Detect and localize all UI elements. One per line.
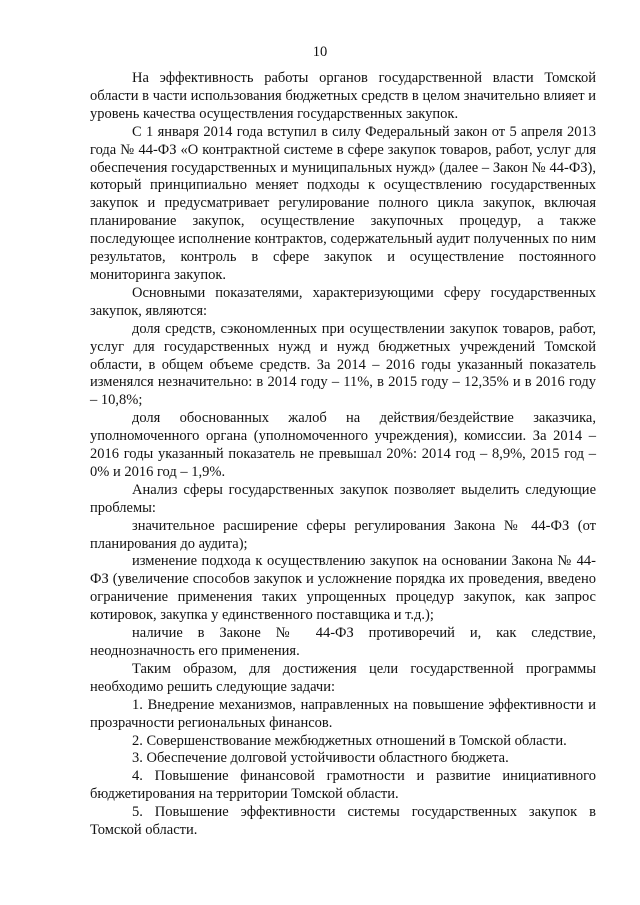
task-item: 5. Повышение эффективности системы государственных закупок в Томской области.: [90, 804, 596, 839]
task-item: 4. Повышение финансовой грамотности и развитие инициативного бюджетирования на территории Томской области.: [90, 768, 596, 803]
paragraph: С 1 января 2014 года вступил в силу Федеральный закон от 5 апреля 2013 года № 44-ФЗ «О контрактной системе в сфере закупок товаров, работ, услуг для обеспечения государственных и муниципальных нужд» (далее – Закон № 44-ФЗ), который принципиально меняет подходы к осуществлению государственных закупок и предусматривает регулирование полного цикла закупок, включая планирование закупок, осуществление закупочных процедур, а также последующее исполнение контрактов, содержательный аудит полученных по ним результатов, контроль в сфере закупок и осуществление постоянного мониторинга закупок.: [90, 123, 596, 283]
document-body: [90, 70, 596, 840]
paragraph: Таким образом, для достижения цели государственной программы необходимо решить следующие задачи:: [90, 660, 596, 695]
page-number: 10: [312, 44, 328, 60]
list-item: доля обоснованных жалоб на действия/бездействие заказчика, уполномоченного органа (уполномоченного учреждения), комиссии. За 2014 – 2016 годы указанный показатель не превышал 20%: 2014 год – 8,9%, 2015 год – 0% и 2016 год – 1,9%.: [90, 410, 596, 480]
task-item: 2. Совершенствование межбюджетных отношений в Томской области.: [132, 732, 567, 749]
paragraph: Анализ сферы государственных закупок позволяет выделить следующие проблемы:: [90, 481, 596, 516]
task-item: 1. Внедрение механизмов, направленных на повышение эффективности и прозрачности региональных финансов.: [90, 696, 596, 731]
list-item: значительное расширение сферы регулирования Закона № 44-ФЗ (от планирования до аудита);: [90, 517, 596, 552]
paragraph: На эффективность работы органов государственной власти Томской области в части использования бюджетных средств в целом значительно влияет и уровень качества осуществления государственных закупок.: [90, 70, 596, 122]
paragraph: Основными показателями, характеризующими сферу государственных закупок, являются:: [90, 284, 596, 319]
list-item: изменение подхода к осуществлению закупок на основании Закона № 44-ФЗ (увеличение способов закупок и усложнение порядка их проведения, введено ограничение применения таких упрощенных процедур закупок, как запрос котировок, закупка у единственного поставщика и т.д.);: [90, 553, 596, 624]
list-item: доля средств, сэкономленных при осуществлении закупок товаров, работ, услуг для государственных нужд и нужд бюджетных учреждений Томской области, в общем объеме средств. За 2014 – 2016 годы указанный показатель изменялся незначительно: в 2014 году – 11%, в 2015 году – 12,35% и в 2016 году – 10,8%;: [90, 320, 596, 409]
task-item: 3. Обеспечение долговой устойчивости областного бюджета.: [132, 750, 509, 767]
list-item: наличие в Законе № 44-ФЗ противоречий и, как следствие, неоднозначность его применения.: [90, 625, 596, 659]
